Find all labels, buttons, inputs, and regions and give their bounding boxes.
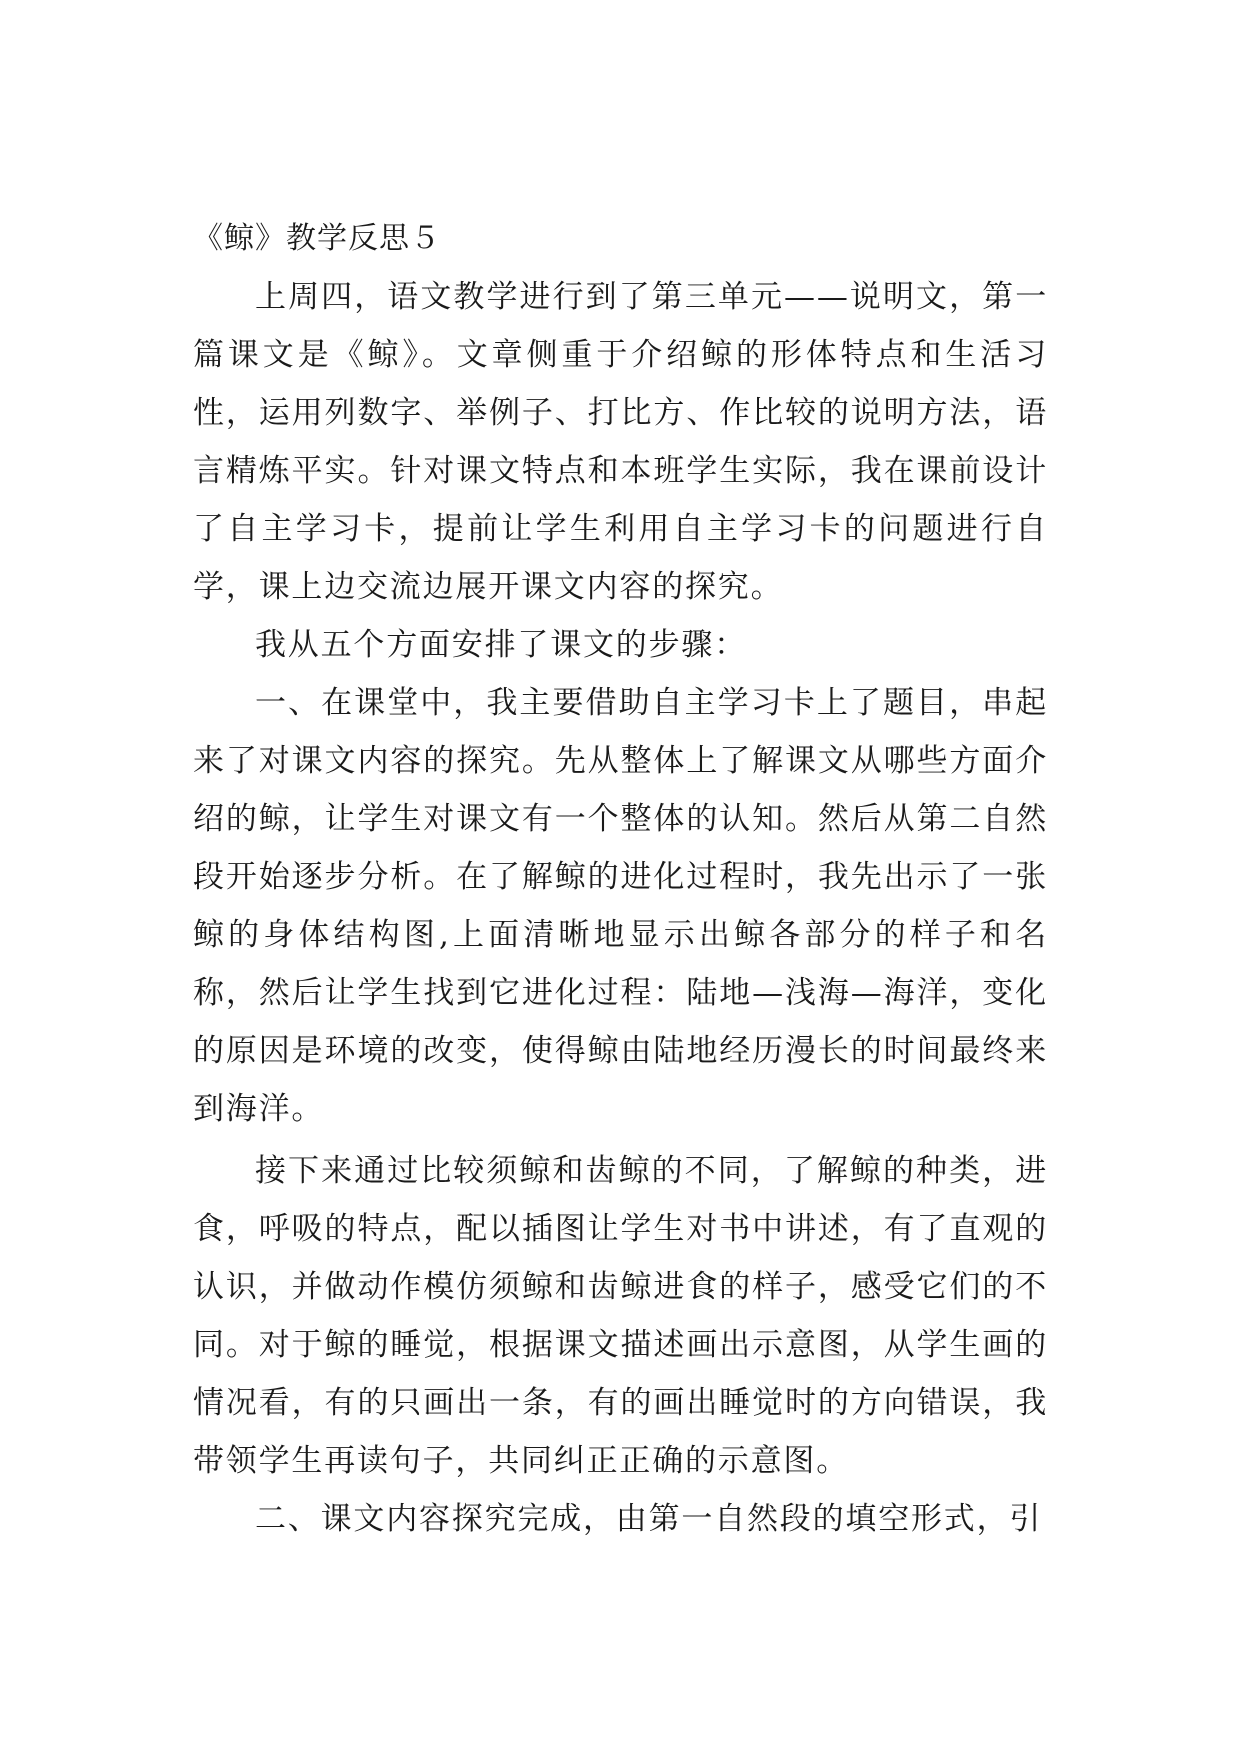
document-title: 《鲸》教学反思５ xyxy=(193,221,441,256)
paragraph-steps-overview: 我从五个方面安排了课文的步骤： xyxy=(255,627,747,663)
paragraph-intro: 上周四，语文教学进行到了第三单元——说明文，第一篇课文是《鲸》。文章侧重于介绍鲸的形体特点和生活习性，运用列数字、举例子、打比方、作比较的说明方法，语言精炼平实。针对课文特点和本班学生实际，我在课前设计了自主学习卡，提前让学生利用自主学习卡的问题进行自学，课上边交流边展开课文内容的探究。 xyxy=(193,279,1048,605)
paragraph-comparison: 接下来通过比较须鲸和齿鲸的不同，了解鲸的种类，进食，呼吸的特点，配以插图让学生对书中讲述，有了直观的认识，并做动作模仿须鲸和齿鲸进食的样子，感受它们的不同。对于鲸的睡觉，根据课文描述画出示意图，从学生画的情况看，有的只画出一条，有的画出睡觉时的方向错误，我带领学生再读句子，共同纠正正确的示意图。 xyxy=(193,1153,1048,1479)
paragraph-step-one: 一、在课堂中，我主要借助自主学习卡上了题目，串起来了对课文内容的探究。先从整体上了解课文从哪些方面介绍的鲸，让学生对课文有一个整体的认知。然后从第二自然段开始逐步分析。在了解鲸的进化过程时，我先出示了一张鲸的身体结构图,上面清晰地显示出鲸各部分的样子和名称，然后让学生找到它进化过程：陆地—浅海—海洋，变化的原因是环境的改变，使得鲸由陆地经历漫长的时间最终来到海洋。 xyxy=(193,685,1048,1127)
paragraph-step-two: 二、课文内容探究完成，由第一自然段的填空形式，引 xyxy=(255,1501,1043,1537)
document-body xyxy=(193,210,1048,1548)
